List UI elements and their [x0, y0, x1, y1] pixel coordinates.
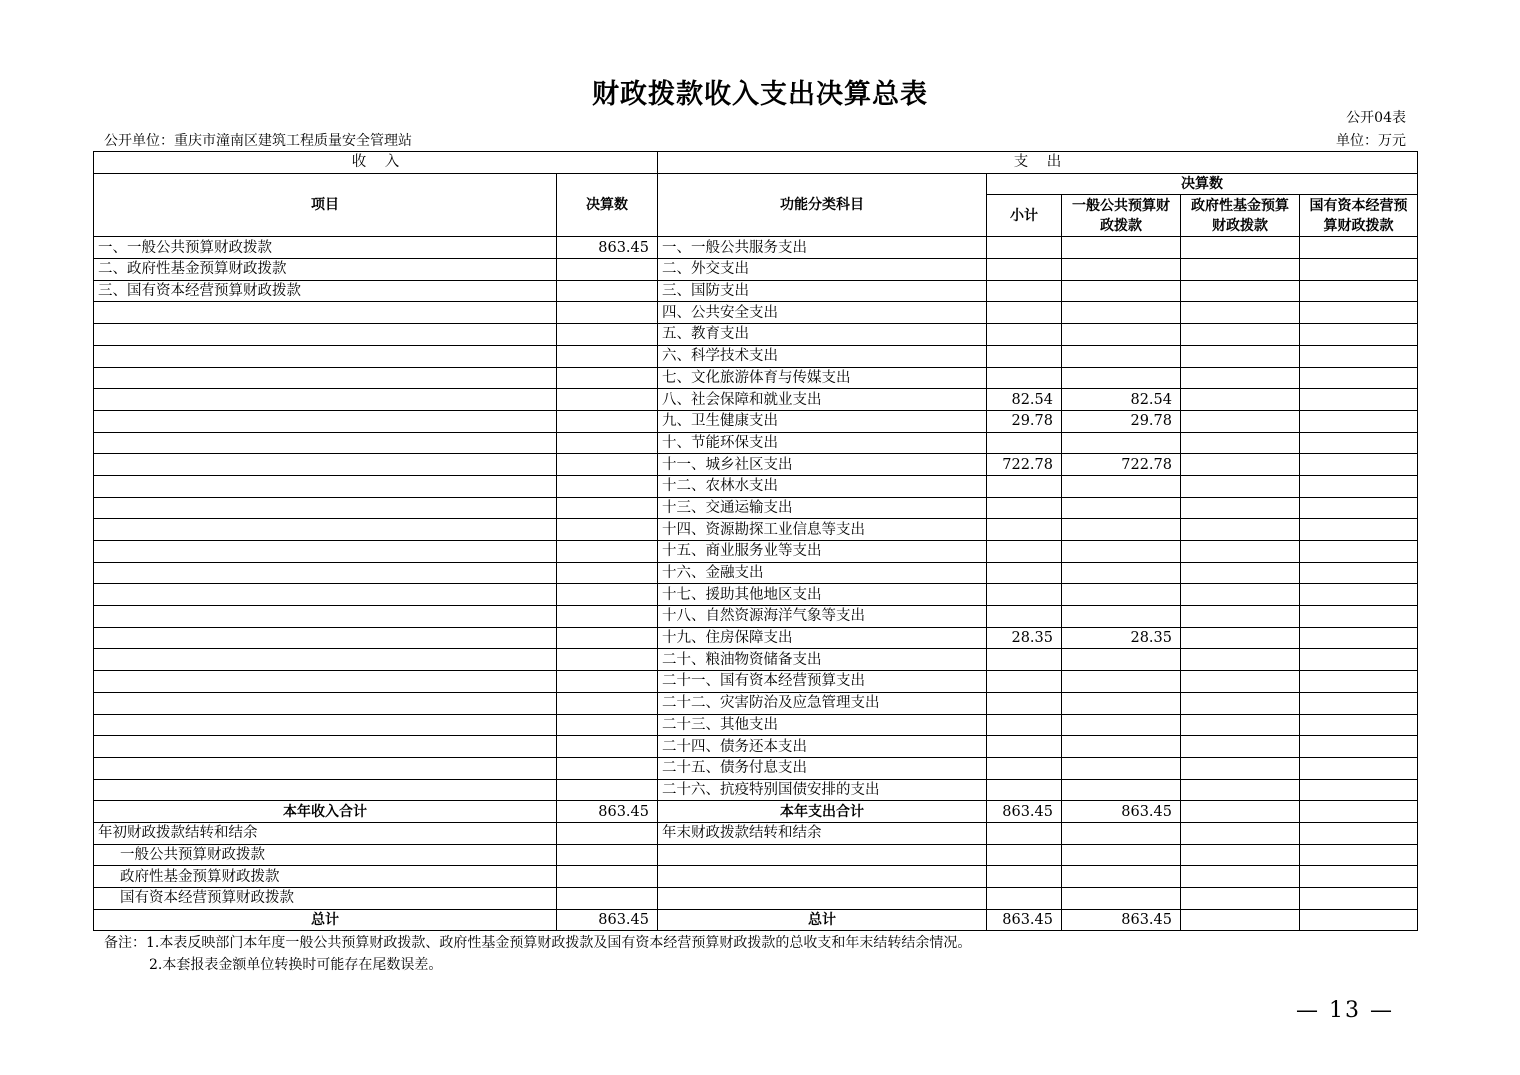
grand-total-expense-label: 总计: [658, 909, 987, 931]
subtotal-header: 小计: [987, 195, 1062, 237]
expense-general: [1062, 302, 1181, 324]
expense-capital: [1300, 584, 1418, 606]
income-amount: [557, 302, 658, 324]
expense-item: 十八、自然资源海洋气象等支出: [658, 606, 987, 628]
table-row: [94, 541, 1418, 563]
expense-fund: [1181, 606, 1300, 628]
expense-item: 十五、商业服务业等支出: [658, 541, 987, 563]
expense-subtotal: [987, 757, 1062, 779]
expense-general: [1062, 541, 1181, 563]
income-item: [94, 497, 557, 519]
carry-sub-row: [94, 866, 1418, 888]
header-row-2: [94, 173, 1418, 195]
final-amount-header: 决算数: [987, 173, 1418, 195]
table-row: [94, 302, 1418, 324]
expense-item: 十一、城乡社区支出: [658, 454, 987, 476]
expense-fund: [1181, 324, 1300, 346]
reporting-unit: 公开单位：重庆市潼南区建筑工程质量安全管理站: [104, 133, 412, 149]
expense-fund: [1181, 671, 1300, 693]
carry-begin-label: 年初财政拨款结转和结余: [94, 822, 557, 844]
expense-item: 十九、住房保障支出: [658, 627, 987, 649]
note-line-2: 2.本套报表金额单位转换时可能存在尾数误差。: [149, 957, 443, 973]
expense-subtotal: [987, 584, 1062, 606]
expense-item: 二十、粮油物资储备支出: [658, 649, 987, 671]
expense-total-capital: [1300, 801, 1418, 823]
expense-capital: [1300, 280, 1418, 302]
income-item: [94, 692, 557, 714]
income-amount: [557, 779, 658, 801]
expense-general: [1062, 432, 1181, 454]
expense-general: [1062, 367, 1181, 389]
income-amount: [557, 541, 658, 563]
income-amount: [557, 259, 658, 281]
expense-capital: [1300, 757, 1418, 779]
table-row: [94, 519, 1418, 541]
expense-header: 支 出: [658, 152, 1418, 174]
expense-capital: [1300, 367, 1418, 389]
table-row: [94, 606, 1418, 628]
income-amount: [557, 692, 658, 714]
table-row: [94, 584, 1418, 606]
expense-fund: [1181, 692, 1300, 714]
expense-item: 十三、交通运输支出: [658, 497, 987, 519]
expense-item: 三、国防支出: [658, 280, 987, 302]
expense-capital: [1300, 606, 1418, 628]
general-budget-header: 一般公共预算财政拨款: [1062, 195, 1181, 237]
table-row: [94, 692, 1418, 714]
expense-fund: [1181, 280, 1300, 302]
expense-item: 二十四、债务还本支出: [658, 736, 987, 758]
income-item: [94, 389, 557, 411]
expense-general: [1062, 692, 1181, 714]
expense-general: [1062, 562, 1181, 584]
notes: [104, 932, 971, 976]
expense-total-general: 863.45: [1062, 801, 1181, 823]
income-item: [94, 562, 557, 584]
expense-fund: [1181, 432, 1300, 454]
income-amount: [557, 410, 658, 432]
expense-general: [1062, 237, 1181, 259]
amount-unit: 单位：万元: [1336, 133, 1406, 149]
income-item: [94, 541, 557, 563]
expense-fund: [1181, 237, 1300, 259]
income-item: 一、一般公共预算财政拨款: [94, 237, 557, 259]
expense-fund: [1181, 475, 1300, 497]
expense-general: [1062, 584, 1181, 606]
expense-item: 二十一、国有资本经营预算支出: [658, 671, 987, 693]
expense-capital: [1300, 627, 1418, 649]
expense-capital: [1300, 302, 1418, 324]
expense-fund: [1181, 584, 1300, 606]
income-amount: [557, 584, 658, 606]
expense-subtotal: [987, 562, 1062, 584]
expense-capital: [1300, 519, 1418, 541]
expense-capital: [1300, 497, 1418, 519]
expense-item: 十四、资源勘探工业信息等支出: [658, 519, 987, 541]
expense-subtotal: [987, 497, 1062, 519]
expense-total-subtotal: 863.45: [987, 801, 1062, 823]
income-amount: [557, 280, 658, 302]
state-capital-header: 国有资本经营预算财政拨款: [1300, 195, 1418, 237]
expense-capital: [1300, 736, 1418, 758]
expense-fund: [1181, 497, 1300, 519]
income-item: [94, 367, 557, 389]
expense-fund: [1181, 454, 1300, 476]
table-row: [94, 475, 1418, 497]
income-item: [94, 627, 557, 649]
expense-general: 82.54: [1062, 389, 1181, 411]
expense-subtotal: [987, 367, 1062, 389]
carry-sub-item: 一般公共预算财政拨款: [94, 844, 557, 866]
expense-item: 五、教育支出: [658, 324, 987, 346]
income-amount: [557, 475, 658, 497]
income-total-amount: 863.45: [557, 801, 658, 823]
expense-subtotal: 722.78: [987, 454, 1062, 476]
expense-general: [1062, 606, 1181, 628]
table-row: [94, 671, 1418, 693]
grand-total-subtotal: 863.45: [987, 909, 1062, 931]
expense-fund: [1181, 562, 1300, 584]
carry-sub-row: [94, 888, 1418, 910]
expense-fund: [1181, 736, 1300, 758]
expense-general: [1062, 714, 1181, 736]
expense-capital: [1300, 259, 1418, 281]
expense-general: [1062, 497, 1181, 519]
expense-general: [1062, 736, 1181, 758]
expense-fund: [1181, 410, 1300, 432]
expense-subtotal: 82.54: [987, 389, 1062, 411]
table-row: [94, 259, 1418, 281]
income-amount: [557, 671, 658, 693]
expense-subtotal: [987, 541, 1062, 563]
income-item: 二、政府性基金预算财政拨款: [94, 259, 557, 281]
income-item: [94, 324, 557, 346]
expense-subtotal: [987, 671, 1062, 693]
income-item: [94, 584, 557, 606]
expense-subtotal: [987, 692, 1062, 714]
income-item: [94, 671, 557, 693]
expense-capital: [1300, 345, 1418, 367]
expense-capital: [1300, 671, 1418, 693]
grand-total-general: 863.45: [1062, 909, 1181, 931]
table-row: [94, 757, 1418, 779]
expense-subtotal: [987, 649, 1062, 671]
income-item: [94, 345, 557, 367]
grand-total-income-amount: 863.45: [557, 909, 658, 931]
expense-general: [1062, 345, 1181, 367]
expense-item: 四、公共安全支出: [658, 302, 987, 324]
income-item: [94, 519, 557, 541]
expense-subtotal: 28.35: [987, 627, 1062, 649]
expense-capital: [1300, 432, 1418, 454]
table-row: [94, 497, 1418, 519]
carry-end-label: 年末财政拨款结转和结余: [658, 822, 987, 844]
expense-subtotal: [987, 280, 1062, 302]
table-row: [94, 389, 1418, 411]
expense-fund: [1181, 757, 1300, 779]
carry-sub-item: 政府性基金预算财政拨款: [94, 866, 557, 888]
expense-general: 29.78: [1062, 410, 1181, 432]
expense-fund: [1181, 519, 1300, 541]
expense-fund: [1181, 649, 1300, 671]
income-amount: [557, 324, 658, 346]
expense-item: 十、节能环保支出: [658, 432, 987, 454]
expense-subtotal: [987, 302, 1062, 324]
expense-general: [1062, 757, 1181, 779]
table-row: [94, 432, 1418, 454]
income-item: [94, 606, 557, 628]
expense-general: 722.78: [1062, 454, 1181, 476]
expense-fund: [1181, 302, 1300, 324]
year-total-row: [94, 801, 1418, 823]
expense-capital: [1300, 389, 1418, 411]
grand-total-capital: [1300, 909, 1418, 931]
expense-general: [1062, 324, 1181, 346]
expense-item: 二十二、灾害防治及应急管理支出: [658, 692, 987, 714]
income-amount: [557, 562, 658, 584]
income-item: [94, 432, 557, 454]
table-row: [94, 410, 1418, 432]
table-row: [94, 736, 1418, 758]
expense-general: [1062, 649, 1181, 671]
table-row: [94, 714, 1418, 736]
expense-capital: [1300, 324, 1418, 346]
expense-total-label: 本年支出合计: [658, 801, 987, 823]
expense-subtotal: [987, 519, 1062, 541]
table-row: [94, 280, 1418, 302]
expense-fund: [1181, 389, 1300, 411]
table-row: [94, 324, 1418, 346]
carry-row: [94, 822, 1418, 844]
table-row: [94, 562, 1418, 584]
expense-subtotal: [987, 324, 1062, 346]
income-amount: [557, 649, 658, 671]
income-amount: 863.45: [557, 237, 658, 259]
expense-item: 十二、农林水支出: [658, 475, 987, 497]
income-item: 三、国有资本经营预算财政拨款: [94, 280, 557, 302]
expense-capital: [1300, 237, 1418, 259]
income-item: [94, 736, 557, 758]
expense-item: 七、文化旅游体育与传媒支出: [658, 367, 987, 389]
expense-item: 二十五、债务付息支出: [658, 757, 987, 779]
income-amount: [557, 736, 658, 758]
expense-item: 二、外交支出: [658, 259, 987, 281]
income-item: [94, 454, 557, 476]
header-row-1: [94, 152, 1418, 174]
expense-general: [1062, 259, 1181, 281]
expense-fund: [1181, 367, 1300, 389]
expense-subtotal: [987, 779, 1062, 801]
expense-capital: [1300, 541, 1418, 563]
expense-capital: [1300, 410, 1418, 432]
expense-item: 九、卫生健康支出: [658, 410, 987, 432]
expense-item: 一、一般公共服务支出: [658, 237, 987, 259]
table-row: [94, 454, 1418, 476]
income-total-label: 本年收入合计: [94, 801, 557, 823]
expense-capital: [1300, 779, 1418, 801]
income-item: [94, 649, 557, 671]
amount-header: 决算数: [557, 173, 658, 237]
income-item: [94, 410, 557, 432]
expense-item: 八、社会保障和就业支出: [658, 389, 987, 411]
expense-general: [1062, 671, 1181, 693]
expense-item: 二十六、抗疫特别国债安排的支出: [658, 779, 987, 801]
income-amount: [557, 432, 658, 454]
expense-fund: [1181, 259, 1300, 281]
expense-general: 28.35: [1062, 627, 1181, 649]
expense-subtotal: [987, 736, 1062, 758]
carry-sub-item: 国有资本经营预算财政拨款: [94, 888, 557, 910]
expense-general: [1062, 519, 1181, 541]
page-title: 财政拨款收入支出决算总表: [592, 79, 928, 110]
expense-fund: [1181, 627, 1300, 649]
expense-capital: [1300, 649, 1418, 671]
income-amount: [557, 714, 658, 736]
table-row: [94, 237, 1418, 259]
grand-total-income-label: 总计: [94, 909, 557, 931]
expense-subtotal: [987, 259, 1062, 281]
table-row: [94, 367, 1418, 389]
expense-subtotal: [987, 345, 1062, 367]
income-amount: [557, 345, 658, 367]
expense-fund: [1181, 779, 1300, 801]
table-row: [94, 627, 1418, 649]
income-amount: [557, 454, 658, 476]
expense-total-fund: [1181, 801, 1300, 823]
expense-capital: [1300, 692, 1418, 714]
income-amount: [557, 367, 658, 389]
income-amount: [557, 389, 658, 411]
income-amount: [557, 627, 658, 649]
expense-fund: [1181, 345, 1300, 367]
expense-item: 十六、金融支出: [658, 562, 987, 584]
grand-total-row: [94, 909, 1418, 931]
expense-subtotal: [987, 606, 1062, 628]
income-header: 收 入: [94, 152, 658, 174]
carry-sub-row: [94, 844, 1418, 866]
expense-item: 六、科学技术支出: [658, 345, 987, 367]
note-line-1: 备注：1.本表反映部门本年度一般公共预算财政拨款、政府性基金预算财政拨款及国有资本经营预算财政拨款的总收支和年末结转结余情况。: [104, 935, 972, 951]
income-amount: [557, 757, 658, 779]
page-number: — 13 —: [1296, 998, 1394, 1023]
table-row: [94, 779, 1418, 801]
expense-fund: [1181, 541, 1300, 563]
gov-fund-header: 政府性基金预算财政拨款: [1181, 195, 1300, 237]
form-number: 公开04表: [1346, 110, 1406, 126]
expense-general: [1062, 779, 1181, 801]
expense-general: [1062, 280, 1181, 302]
expense-subtotal: [987, 475, 1062, 497]
income-item: [94, 302, 557, 324]
expense-subtotal: [987, 237, 1062, 259]
income-item: [94, 779, 557, 801]
expense-subtotal: [987, 714, 1062, 736]
expense-item: 十七、援助其他地区支出: [658, 584, 987, 606]
expense-capital: [1300, 454, 1418, 476]
expense-general: [1062, 475, 1181, 497]
grand-total-fund: [1181, 909, 1300, 931]
budget-table: [93, 151, 1418, 931]
income-amount: [557, 519, 658, 541]
income-item: [94, 714, 557, 736]
table-row: [94, 649, 1418, 671]
item-header: 项目: [94, 173, 557, 237]
func-subject-header: 功能分类科目: [658, 173, 987, 237]
expense-fund: [1181, 714, 1300, 736]
income-item: [94, 475, 557, 497]
expense-capital: [1300, 714, 1418, 736]
expense-capital: [1300, 475, 1418, 497]
table-row: [94, 345, 1418, 367]
expense-subtotal: 29.78: [987, 410, 1062, 432]
income-amount: [557, 497, 658, 519]
expense-capital: [1300, 562, 1418, 584]
income-amount: [557, 606, 658, 628]
expense-item: 二十三、其他支出: [658, 714, 987, 736]
expense-subtotal: [987, 432, 1062, 454]
income-item: [94, 757, 557, 779]
